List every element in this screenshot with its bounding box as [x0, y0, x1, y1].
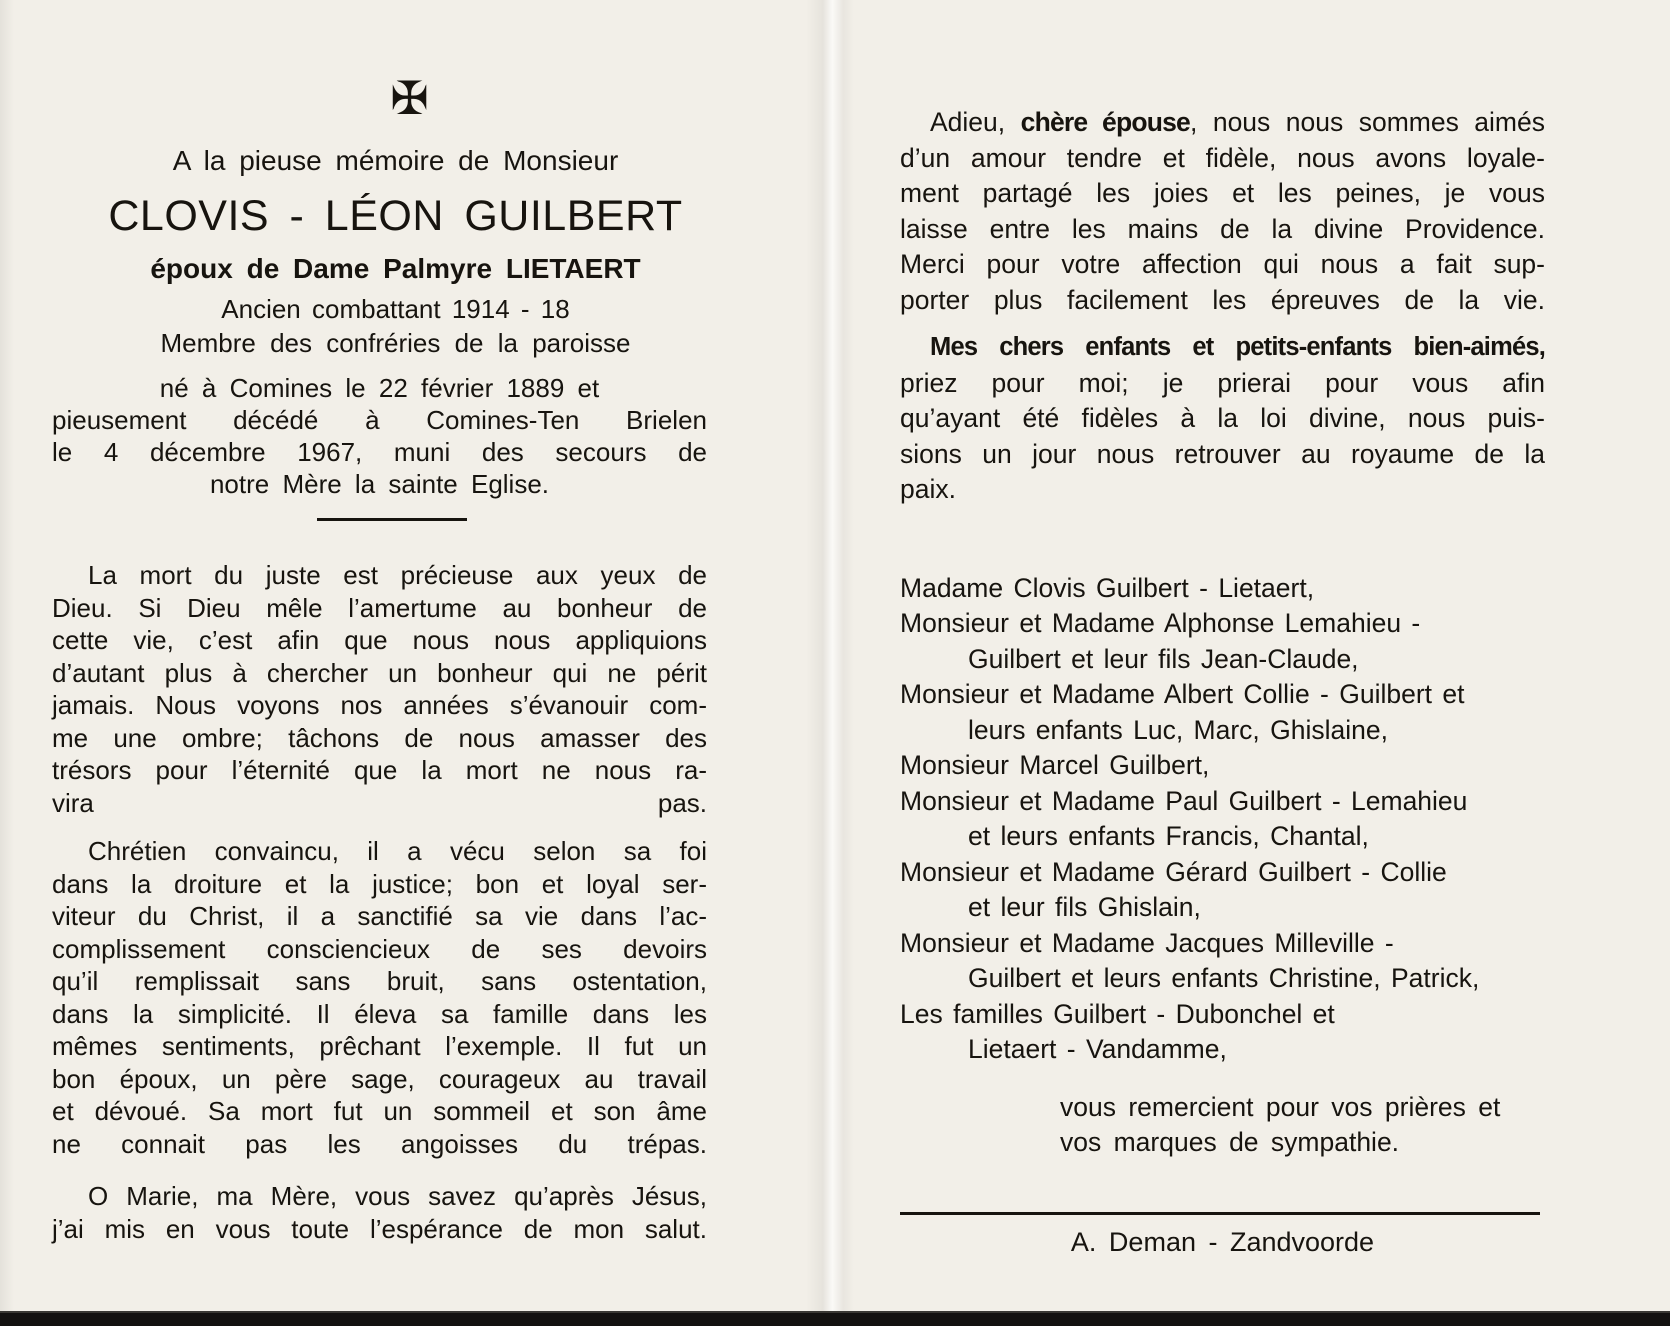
text-line: ment partagé les joies et les peines, je vous: [900, 178, 1545, 208]
text-line: Lietaert - Vandamme,: [968, 1034, 1227, 1064]
text-line: dans la simplicité. Il éleva sa famille dans les: [52, 998, 707, 1029]
text-line: Madame Clovis Guilbert - Lietaert,: [900, 572, 1315, 603]
section-divider: [317, 518, 467, 521]
farewell-children-paragraph: [900, 330, 1545, 508]
scan-edge-shadow: [0, 0, 14, 1326]
spouse-line: époux de Dame Palmyre LIETAERT: [150, 253, 641, 284]
text-line: Monsieur et Madame Jacques Milleville -: [900, 927, 1394, 958]
text-line: le 4 décembre 1967, muni des secours de: [52, 437, 707, 467]
birth-death-block: [52, 372, 707, 500]
text-line: Guilbert et leurs enfants Christine, Patrick,: [968, 963, 1480, 993]
fold-crease: [806, 0, 854, 1326]
cross-icon: ✠: [390, 71, 429, 125]
text-line: priez pour moi; je prierai pour vous afin: [900, 367, 1545, 398]
text-line: Monsieur et Madame Albert Collie - Guilbert et: [900, 679, 1465, 709]
text-line: laisse entre les mains de la divine Providence.: [900, 213, 1545, 244]
text-line: cette vie, c’est afin que nous nous appliquions: [52, 625, 707, 655]
text-line: leurs enfants Luc, Marc, Ghislaine,: [968, 714, 1388, 745]
text-line: j’ai mis en vous toute l’espérance de mon salut.: [52, 1213, 707, 1244]
text-line: Les familles Guilbert - Dubonchel et: [900, 998, 1335, 1029]
text-line: mêmes sentiments, prêchant l’exemple. Il fut un: [52, 1031, 707, 1061]
text-line: vous remercient pour vos prières et: [1060, 1091, 1501, 1122]
text-line: Merci pour votre affection qui nous a fait sup-: [900, 249, 1545, 279]
text-line: sions un jour nous retrouver au royaume de la: [900, 438, 1545, 469]
text-line: porter plus facilement les épreuves de la vie.: [900, 284, 1545, 315]
printer-name: A. Deman - Zandvoorde: [1070, 1226, 1375, 1257]
text-line: complissement consciencieux de ses devoirs: [52, 933, 707, 964]
text-line: pieusement décédé à Comines-Ten Brielen: [52, 405, 707, 435]
text-line: et leurs enfants Francis, Chantal,: [968, 821, 1369, 851]
text-line: Monsieur Marcel Guilbert,: [900, 750, 1210, 780]
left-page: [52, 60, 707, 1245]
text-line: d’autant plus à chercher un bonheur qui ne périt: [52, 657, 707, 688]
prayer-paragraph-2: [52, 835, 707, 1160]
text-line: me une ombre; tâchons de nous amasser des: [52, 722, 707, 753]
memorial-intro: A la pieuse mémoire de Monsieur: [172, 145, 619, 176]
text-line: Monsieur et Madame Gérard Guilbert - Collie: [900, 856, 1447, 887]
text-line: jamais. Nous voyons nos années s’évanouir com-: [52, 690, 707, 720]
prayer-paragraph-3: [52, 1180, 707, 1245]
text-line: vira pas.: [52, 787, 707, 818]
text-line: bon époux, un père sage, courageux au travail: [52, 1063, 707, 1094]
text-line: trésors pour l’éternité que la mort ne nous ra-: [52, 755, 707, 785]
text-line: vos marques de sympathie.: [1060, 1126, 1400, 1157]
text-line: Adieu, chère épouse, nous nous sommes aimés: [930, 107, 1545, 137]
prayer-paragraph-1: [52, 559, 707, 819]
text-line: Monsieur et Madame Paul Guilbert - Lemahieu: [900, 785, 1468, 816]
right-page: [900, 60, 1545, 1259]
text-line: qu’ayant été fidèles à la loi divine, nous puis-: [900, 403, 1545, 433]
text-line: Guilbert et leur fils Jean-Claude,: [968, 643, 1359, 674]
text-line: Dieu. Si Dieu mêle l’amertume au bonheur de: [52, 592, 707, 623]
membership-line: Membre des confréries de la paroisse: [160, 328, 631, 358]
closing-thanks: [900, 1090, 1545, 1160]
text-line: paix.: [900, 474, 956, 504]
text-line: Monsieur et Madame Alphonse Lemahieu -: [900, 608, 1421, 638]
veteran-line: Ancien combattant 1914 - 18: [221, 294, 570, 324]
text-line: ne connait pas les angoisses du trépas.: [52, 1128, 707, 1159]
scan-bottom-bar: [0, 1311, 1670, 1326]
family-list: [900, 571, 1545, 1068]
farewell-spouse-paragraph: [900, 105, 1545, 318]
text-line: Mes chers enfants et petits-enfants bien-aimés,: [930, 333, 1545, 361]
text-line: notre Mère la sainte Eglise.: [209, 469, 550, 499]
printer-divider: [900, 1212, 1540, 1215]
text-line: né à Comines le 22 février 1889 et: [159, 373, 600, 403]
text-line: viteur du Christ, il a sanctifié sa vie dans l’ac-: [52, 901, 707, 931]
text-line: La mort du juste est précieuse aux yeux de: [88, 560, 707, 590]
text-line: Chrétien convaincu, il a vécu selon sa foi: [88, 836, 707, 866]
text-line: dans la droiture et la justice; bon et loyal ser-: [52, 868, 707, 899]
deceased-name: CLOVIS - LÉON GUILBERT: [108, 192, 683, 240]
text-line: et leur fils Ghislain,: [968, 892, 1201, 922]
text-line: et dévoué. Sa mort fut un sommeil et son âme: [52, 1096, 707, 1126]
text-line: d’un amour tendre et fidèle, nous avons loyale-: [900, 142, 1545, 173]
text-line: O Marie, ma Mère, vous savez qu’après Jésus,: [88, 1181, 707, 1211]
text-line: qu’il remplissait sans bruit, sans ostentation,: [52, 966, 707, 996]
